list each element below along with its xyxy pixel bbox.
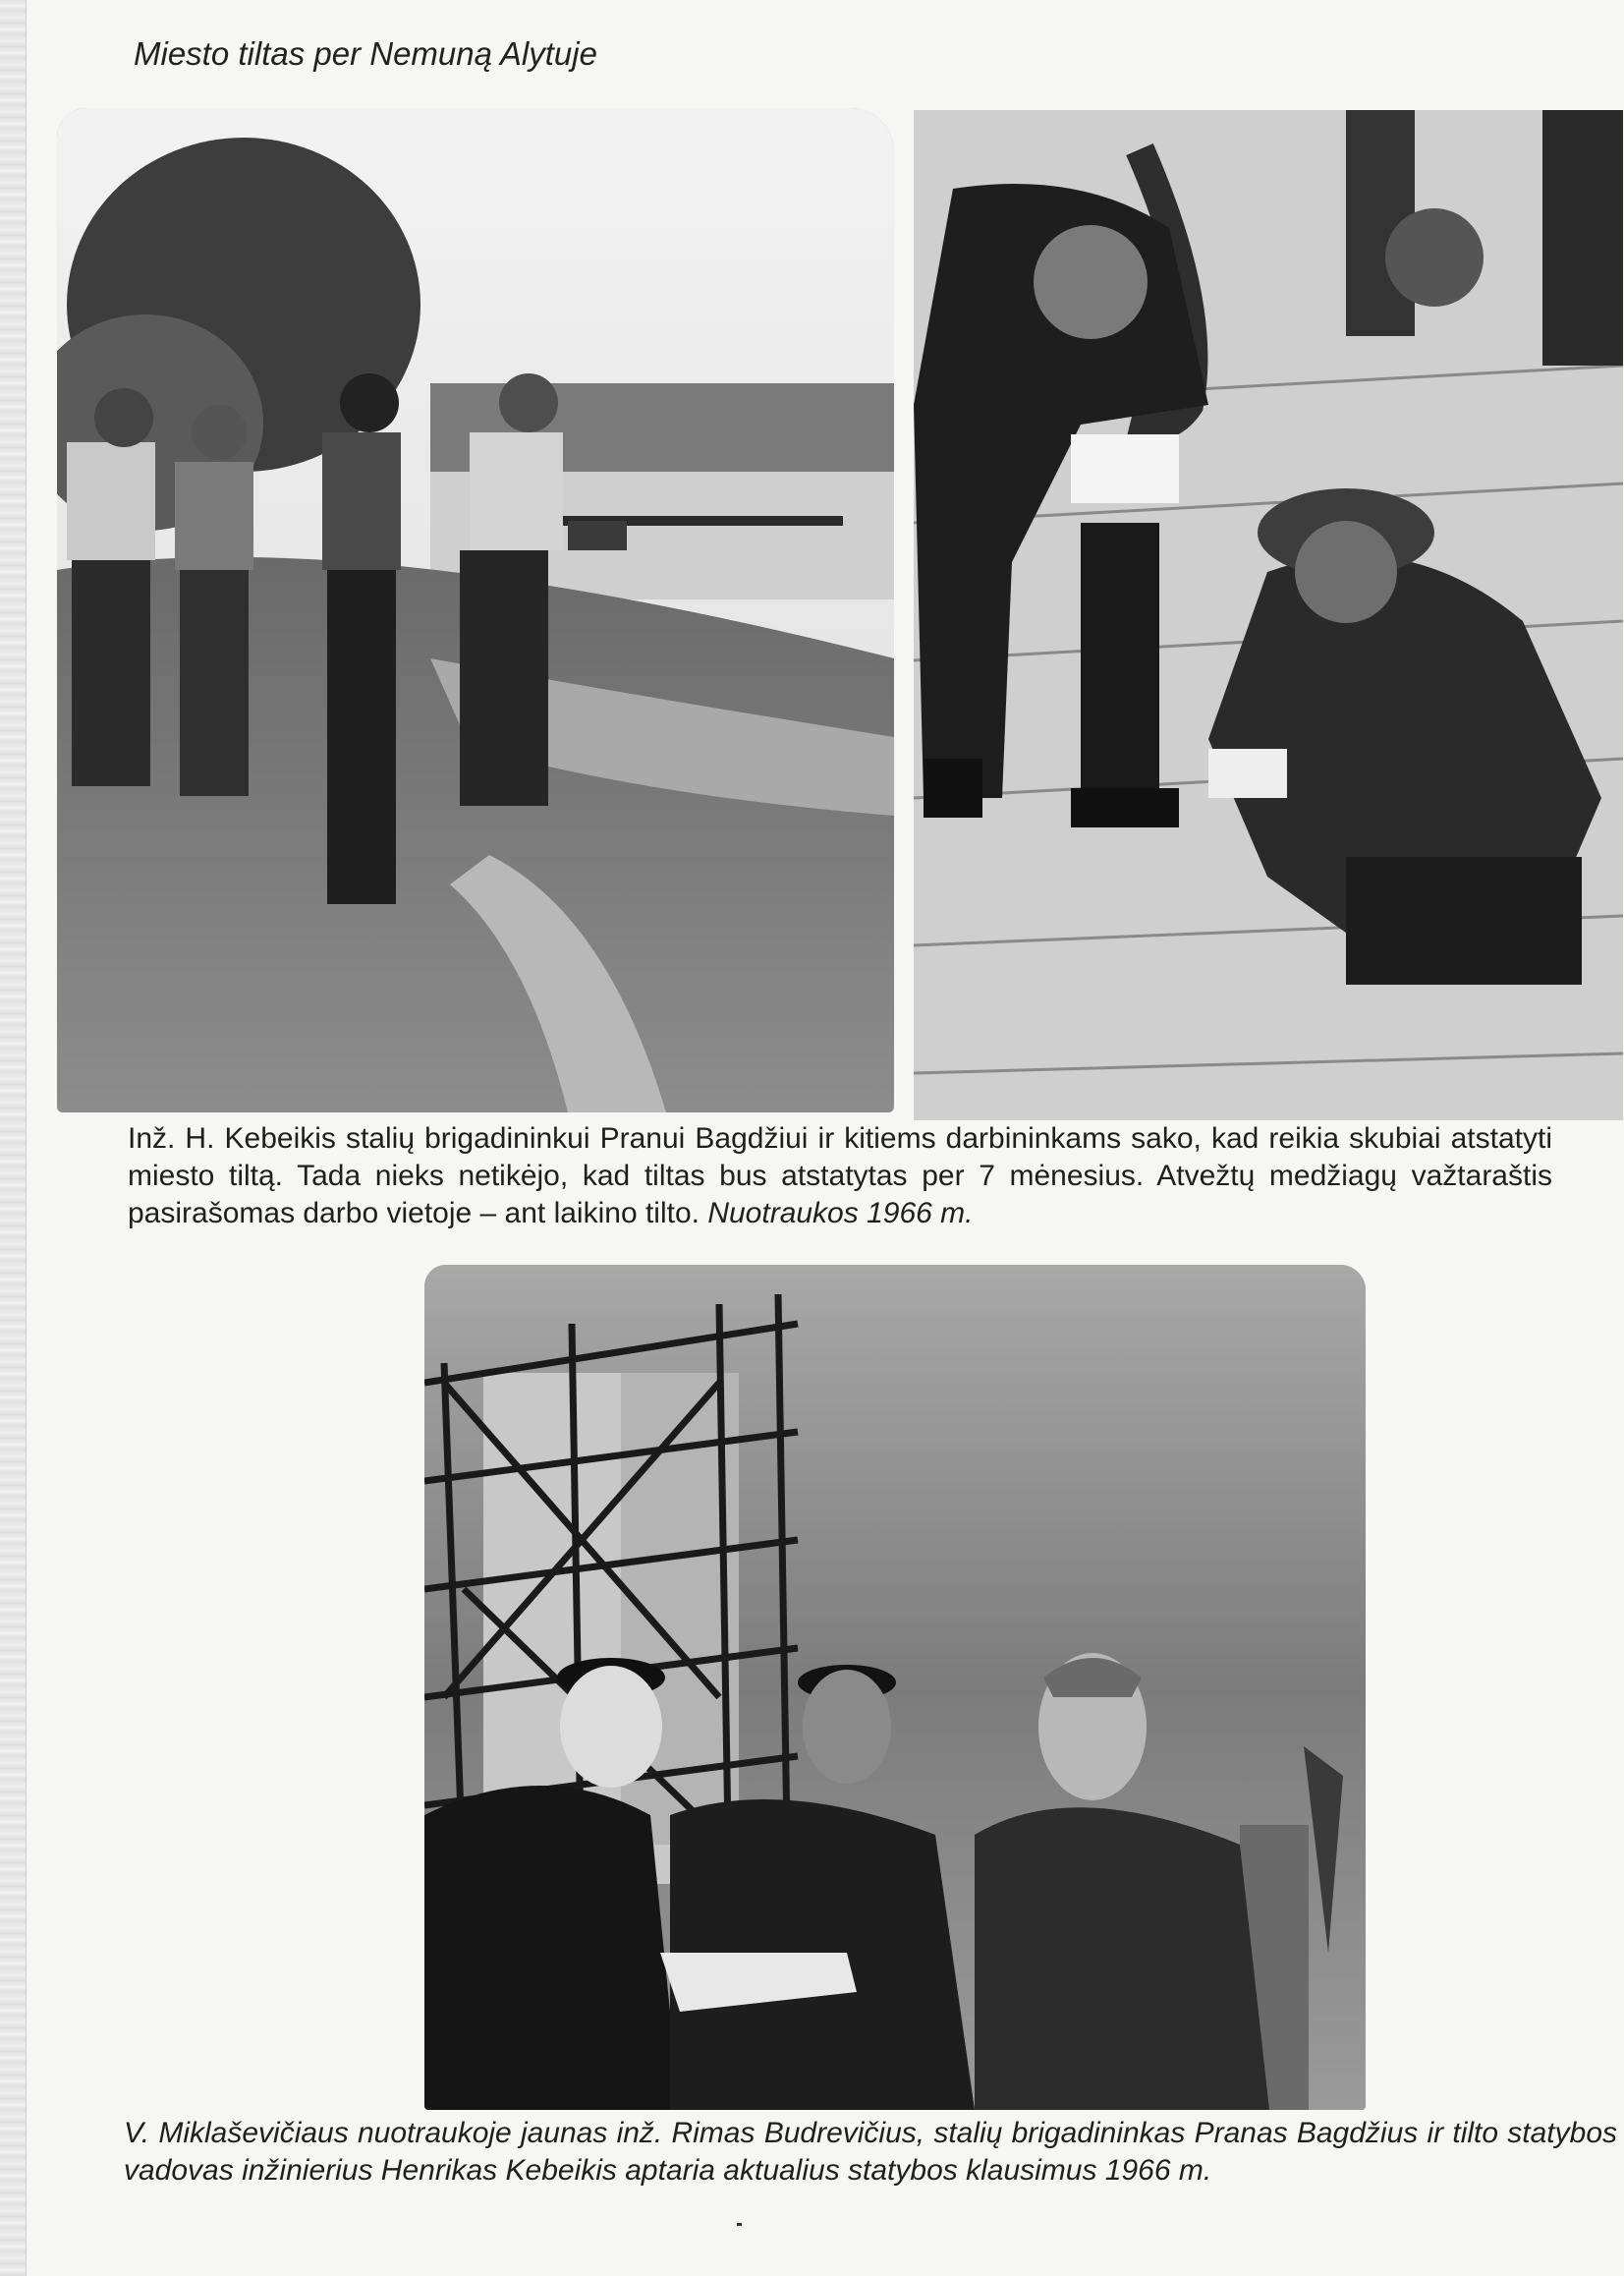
scaffold-photo	[424, 1265, 1366, 2110]
bottom-caption: V. Miklaševičiaus nuotraukoje jaunas inž. Rimas Budrevičius, stalių brigadininkas Pranas Bagdžius ir tilto statybos vadovas inžinierius Henrikas Kebeikis aptaria aktualius statybos klausimus 1966 m.	[124, 2117, 1617, 2187]
top-caption-credit: Nuotraukos 1966 m.	[707, 1197, 974, 1229]
page-edge-strip	[0, 0, 27, 2276]
page-title: Miesto tiltas per Nemuną Alytuje	[134, 35, 597, 72]
bridge-deck-photo	[914, 110, 1623, 1120]
top-caption	[128, 1120, 1552, 1232]
top-caption-text: Inž. H. Kebeikis stalių brigadininkui Pranui Bagdžiui ir kitiems darbininkams sako, kad reikia skubiai atstatyti miesto tiltą. Tada nieks netikėjo, kad tiltas bus atstatytas per 7 mėnesius. Atvežtų medžiagų važtaraštis pasirašomas darbo vietoje – ant laikino tilto.	[128, 1122, 1552, 1229]
page-speck	[737, 2223, 742, 2226]
riverbank-photo	[57, 108, 894, 1112]
